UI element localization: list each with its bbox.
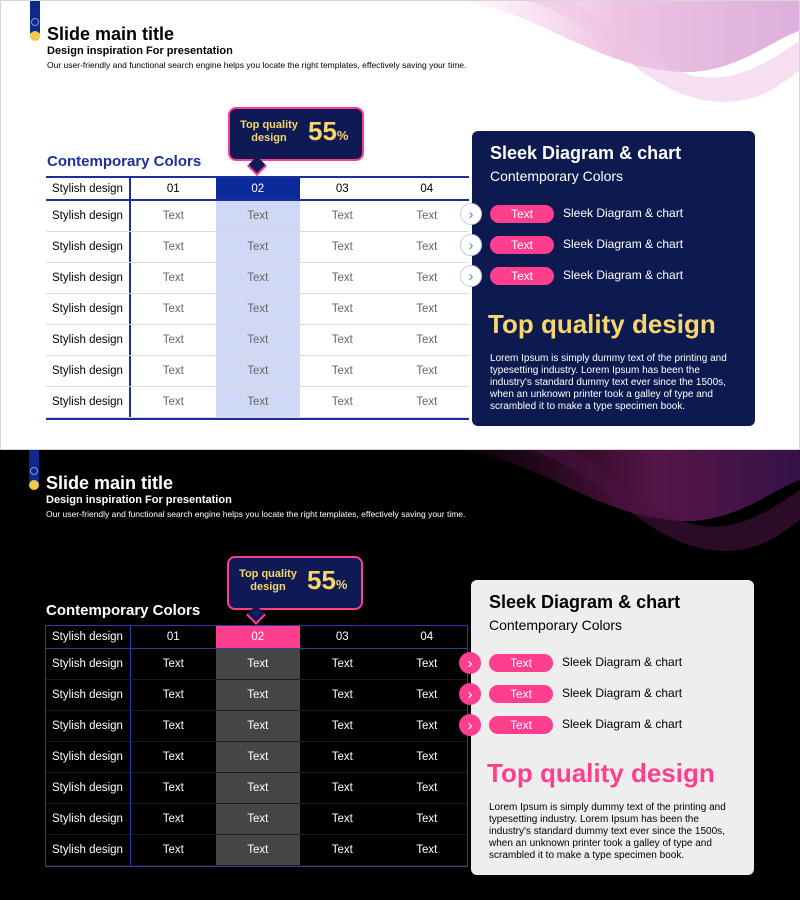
table-cell: Text [216,263,301,293]
table-cell: Text [331,210,353,222]
table-title: Contemporary Colors [46,602,201,619]
item-label: Sleek Diagram & chart [563,268,684,282]
slide-subtitle: Design inspiration For presentation [46,494,232,506]
slide-title: Slide main title [47,24,175,44]
header-label: Stylish design [46,626,131,648]
table-cell: Text [162,303,184,315]
table-cell: Text [416,241,438,253]
table-row [46,773,467,804]
row-label: Stylish design [46,232,131,262]
row-label: Stylish design [46,263,131,293]
row-label: Stylish design [46,649,131,679]
table-cell: Text [216,232,301,262]
table-cell: Text [416,813,438,825]
data-table [45,625,468,867]
row-label: Stylish design [46,711,131,741]
table-row [46,263,469,294]
table-cell: Text [162,210,184,222]
table-cell: Text [331,658,353,670]
bubble-percentage: 55% [307,565,348,595]
item-label: Sleek Diagram & chart [563,237,684,251]
table-row [46,711,467,742]
column-header: 02 [216,626,301,648]
card-headline: Top quality design [488,309,716,339]
table-cell: Text [331,334,353,346]
column-header: 01 [166,631,180,643]
card-title: Sleek Diagram & chart [489,592,681,612]
table-row [46,835,467,866]
table-cell: Text [331,396,353,408]
table-cell: Text [416,272,438,284]
chevron-right-icon: › [460,234,482,256]
table-cell: Text [162,272,184,284]
table-cell: Text [162,813,184,825]
row-label: Stylish design [46,773,131,803]
table-cell: Text [162,396,184,408]
card-list-item [460,234,760,256]
item-label: Sleek Diagram & chart [562,717,683,731]
table-row [46,742,467,773]
table-cell: Text [162,334,184,346]
table-cell: Text [216,680,301,710]
bubble-text: Top quality design [239,568,297,593]
row-label: Stylish design [46,294,131,324]
slide-title: Slide main title [46,473,174,493]
text-pill: Text [490,236,554,254]
table-cell: Text [216,804,301,834]
table-row [46,232,469,263]
table-cell: Text [331,303,353,315]
text-pill: Text [490,267,554,285]
table-cell: Text [416,720,438,732]
table-cell: Text [162,241,184,253]
table-cell: Text [331,689,353,701]
slide-description: Our user-friendly and functional search engine helps you locate the right templates, effectively saving your time. [47,60,467,70]
slide-subtitle: Design inspiration For presentation [47,45,233,57]
table-cell: Text [216,387,301,417]
table-cell: Text [216,649,301,679]
chevron-right-icon: › [460,265,482,287]
data-table [46,176,469,420]
decorative-swoosh [380,450,800,590]
row-label: Stylish design [46,201,131,231]
column-header: 03 [335,631,349,643]
column-header: 02 [216,178,301,199]
item-label: Sleek Diagram & chart [563,206,684,220]
slide-description: Our user-friendly and functional search engine helps you locate the right templates, effectively saving your time. [46,509,466,519]
header-label: Stylish design [46,178,131,199]
table-cell: Text [216,742,301,772]
table-cell: Text [416,782,438,794]
table-cell: Text [331,782,353,794]
table-cell: Text [416,689,438,701]
chevron-right-icon: › [459,652,481,674]
card-list-item [459,683,759,705]
bubble-text: Top quality design [240,119,298,144]
table-row [46,201,469,232]
table-cell: Text [331,751,353,763]
chevron-right-icon: › [460,203,482,225]
text-pill: Text [489,685,553,703]
row-label: Stylish design [46,835,131,865]
row-label: Stylish design [46,680,131,710]
row-label: Stylish design [46,325,131,355]
bubble-percentage: 55% [308,116,349,146]
table-cell: Text [216,773,301,803]
row-label: Stylish design [46,742,131,772]
column-header: 01 [166,182,180,195]
table-cell: Text [216,201,301,231]
bubble-tail [247,156,267,176]
chevron-right-icon: › [459,683,481,705]
card-list-item [459,714,759,736]
card-body: Lorem Ipsum is simply dummy text of the printing and typesetting industry. Lorem Ipsum has been the industry's standard dummy text ever since the 1500s, when an unknown printer took a galley of type and scrambled it to make a type specimen book. [489,802,726,861]
table-cell: Text [416,396,438,408]
slide-marker-icon [28,1,42,45]
table-cell: Text [416,303,438,315]
row-label: Stylish design [46,387,131,417]
table-cell: Text [416,210,438,222]
table-row [46,387,469,418]
item-label: Sleek Diagram & chart [562,686,683,700]
table-cell: Text [162,658,184,670]
text-pill: Text [489,716,553,734]
table-row [46,680,467,711]
card-body: Lorem Ipsum is simply dummy text of the printing and typesetting industry. Lorem Ipsum has been the industry's standard dummy text ever since the 1500s, when an unknown printer took a galley of type and scrambled it to make a type specimen book. [490,353,727,412]
card-list-item [459,652,759,674]
table-cell: Text [331,365,353,377]
table-title: Contemporary Colors [47,153,202,170]
table-cell: Text [162,782,184,794]
table-cell: Text [162,844,184,856]
table-cell: Text [216,294,301,324]
card-list-item [460,203,760,225]
table-cell: Text [416,751,438,763]
table-row [46,649,467,680]
bubble-tail [246,605,266,625]
slide-marker-icon [27,450,41,494]
card-title: Sleek Diagram & chart [490,143,682,163]
table-header-row [46,178,469,201]
table-cell: Text [331,272,353,284]
table-cell: Text [416,334,438,346]
card-subtitle: Contemporary Colors [490,168,624,184]
column-header: 04 [420,631,434,643]
item-label: Sleek Diagram & chart [562,655,683,669]
card-headline: Top quality design [487,758,715,788]
table-cell: Text [216,711,301,741]
speech-bubble [228,107,364,161]
table-cell: Text [162,720,184,732]
row-label: Stylish design [46,356,131,386]
table-row [46,294,469,325]
table-cell: Text [416,658,438,670]
row-label: Stylish design [46,804,131,834]
table-cell: Text [416,365,438,377]
slide-dark [0,450,800,900]
table-row [46,804,467,835]
table-cell: Text [331,844,353,856]
table-cell: Text [416,844,438,856]
card-list-item [460,265,760,287]
table-cell: Text [216,325,301,355]
table-cell: Text [162,365,184,377]
table-cell: Text [216,356,301,386]
table-cell: Text [216,835,301,865]
card-subtitle: Contemporary Colors [489,617,623,633]
table-header-row [46,626,467,649]
text-pill: Text [489,654,553,672]
column-header: 04 [420,182,434,195]
text-pill: Text [490,205,554,223]
table-row [46,356,469,387]
table-cell: Text [331,813,353,825]
table-cell: Text [162,689,184,701]
chevron-right-icon: › [459,714,481,736]
column-header: 03 [335,182,349,195]
table-cell: Text [331,720,353,732]
table-cell: Text [162,751,184,763]
speech-bubble [227,556,363,610]
table-cell: Text [331,241,353,253]
decorative-swoosh [379,1,799,141]
table-row [46,325,469,356]
